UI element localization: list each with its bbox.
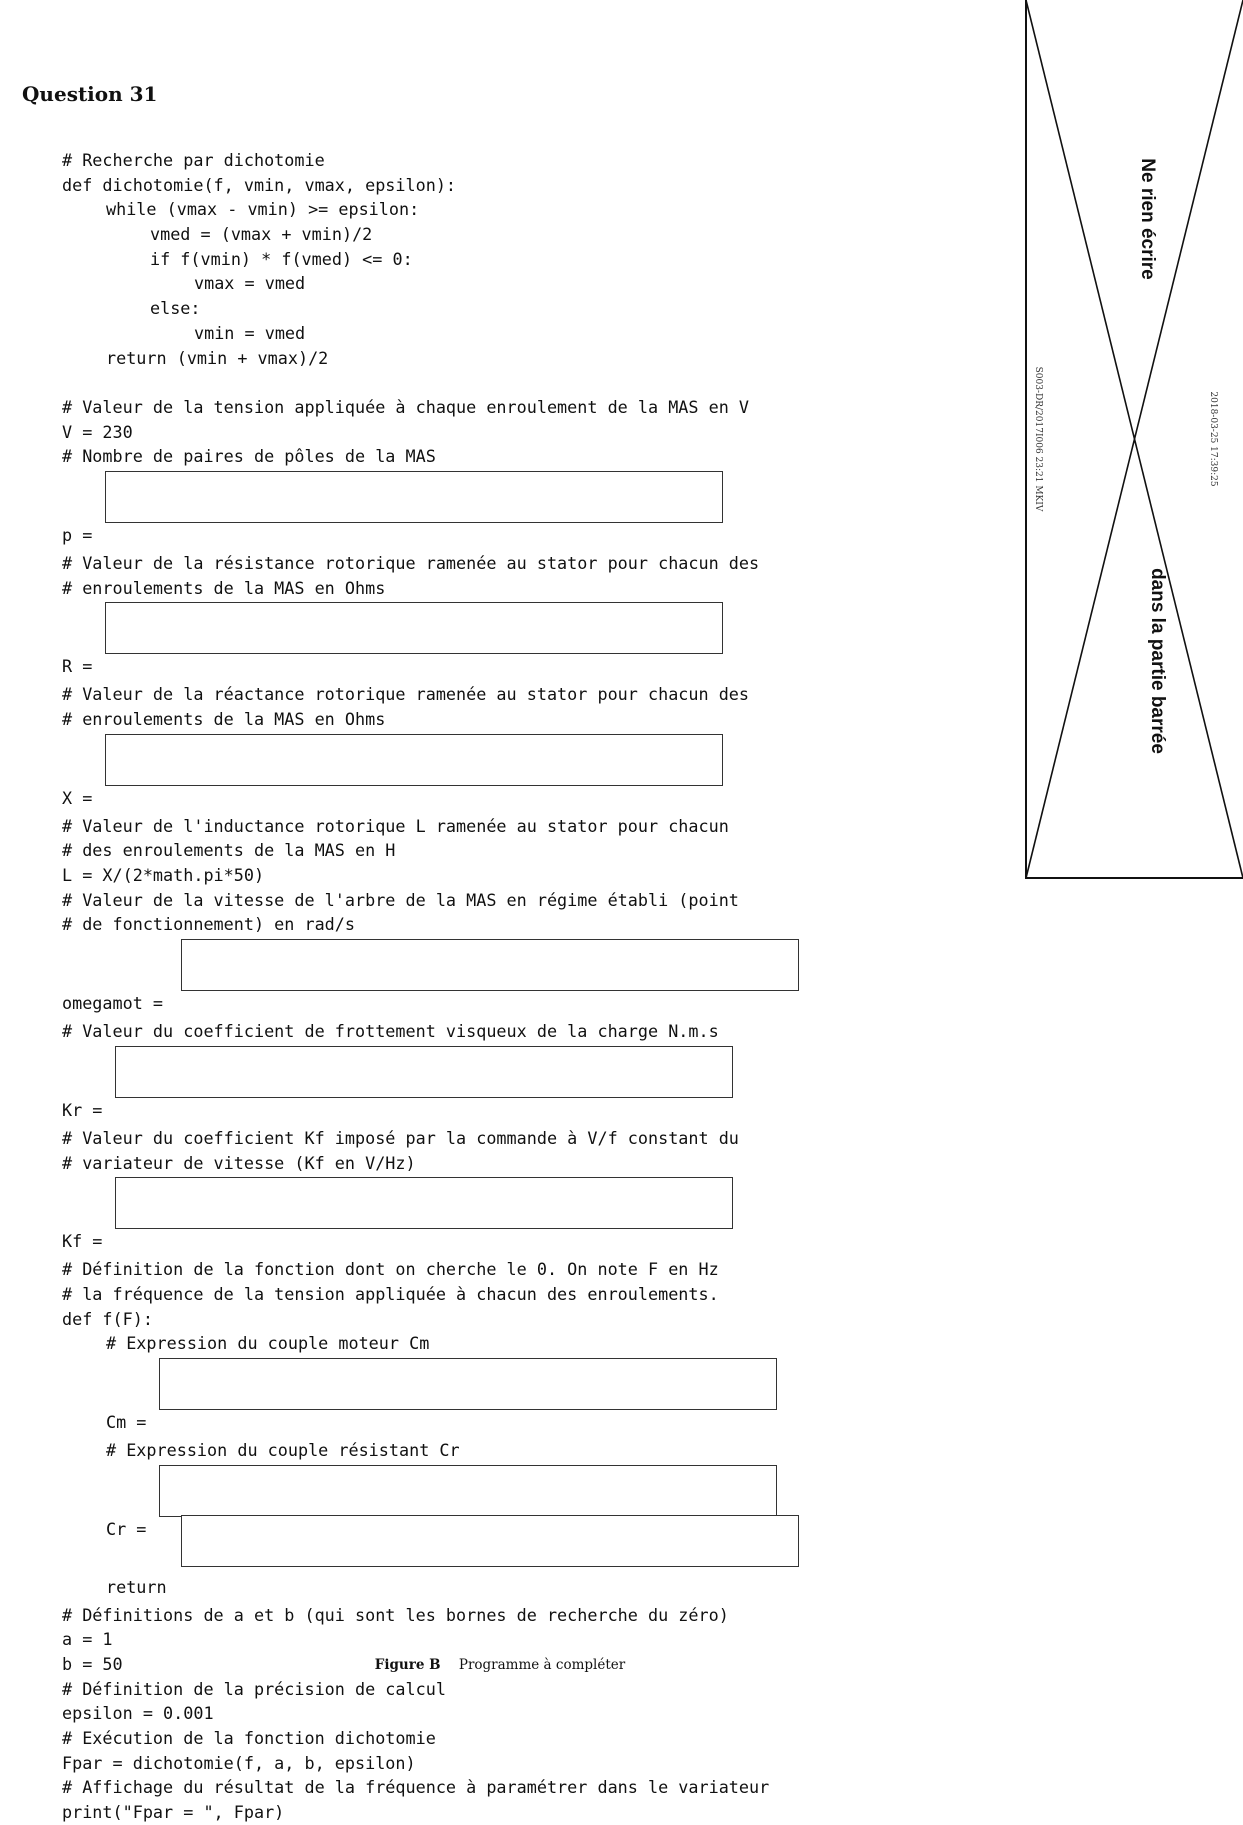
code-line: # Recherche par dichotomie [62, 150, 325, 170]
code-line: # Affichage du résultat de la fréquence à paramétrer dans le variateur [62, 1777, 770, 1798]
code-line: # Expression du couple moteur Cm [106, 1333, 430, 1354]
field-label-Kr: Kr = [62, 1099, 103, 1120]
code-line: # Valeur du coefficient Kf imposé par la commande à V/f constant du [62, 1127, 739, 1148]
code-listing [62, 148, 852, 1825]
no-write-label-bottom: dans la partie barrée [1147, 568, 1168, 754]
code-line: epsilon = 0.001 [62, 1703, 214, 1724]
no-write-zone [1025, 0, 1243, 880]
code-line: # Expression du couple résistant Cr [106, 1439, 460, 1460]
code-line: if f(vmin) * f(vmed) <= 0: [150, 248, 413, 269]
code-line: vmin = vmed [194, 322, 306, 343]
field-label-Cm: Cm = [106, 1411, 147, 1432]
code-line: # des enroulements de la MAS en H [62, 840, 396, 861]
code-line: # Valeur du coefficient de frottement visqueux de la charge N.m.s [62, 1021, 719, 1042]
code-line: def dichotomie(f, vmin, vmax, epsilon): [62, 174, 457, 195]
figure-caption [0, 1657, 1000, 1673]
code-line: Fpar = dichotomie(f, a, b, epsilon) [62, 1752, 416, 1773]
code-line: # Exécution de la fonction dichotomie [62, 1728, 436, 1749]
field-label-omegamot: omegamot = [62, 993, 164, 1014]
code-line: # Valeur de la réactance rotorique ramenée au stator pour chacun des [62, 684, 750, 705]
field-label-return: return [106, 1576, 167, 1597]
code-line: # Valeur de la résistance rotorique ramenée au stator pour chacun des [62, 552, 760, 573]
answer-box-Kf[interactable] [115, 1177, 733, 1229]
answer-row-Kr [62, 1044, 852, 1126]
answer-row-X [62, 732, 852, 814]
code-line: b = 50 [62, 1654, 123, 1674]
field-label-Kf: Kf = [62, 1231, 103, 1252]
code-line: # variateur de vitesse (Kf en V/Hz) [62, 1152, 416, 1173]
code-line: # de fonctionnement) en rad/s [62, 914, 355, 935]
code-line: # enroulements de la MAS en Ohms [62, 709, 386, 729]
answer-box-X[interactable] [105, 734, 723, 786]
answer-box-Cr[interactable] [159, 1465, 777, 1517]
code-line: V = 230 [62, 421, 133, 442]
code-line: # enroulements de la MAS en Ohms [62, 577, 386, 598]
field-label-p: p = [62, 524, 93, 545]
code-line: # Valeur de la tension appliquée à chaque enroulement de la MAS en V [62, 396, 750, 417]
answer-box-p[interactable] [105, 471, 723, 523]
answer-box-return[interactable] [181, 1515, 799, 1567]
answer-box-omegamot[interactable] [181, 939, 799, 991]
code-line: # la fréquence de la tension appliquée à chacun des enroulements. [62, 1283, 719, 1304]
no-write-label-top: Ne rien écrire [1137, 158, 1158, 280]
code-line: vmed = (vmax + vmin)/2 [150, 224, 373, 245]
answer-box-Cm[interactable] [159, 1358, 777, 1410]
code-line: # Valeur de l'inductance rotorique L ramenée au stator pour chacun [62, 815, 729, 836]
code-line: a = 1 [62, 1629, 113, 1650]
answer-row-omegamot [62, 937, 852, 1019]
code-line: print("Fpar = ", Fpar) [62, 1802, 285, 1823]
figure-number: Figure B [374, 1657, 441, 1673]
code-line: return (vmin + vmax)/2 [106, 347, 329, 368]
answer-row-return [62, 1545, 852, 1603]
code-line: vmax = vmed [194, 273, 306, 294]
code-line: while (vmax - vmin) >= epsilon: [106, 199, 420, 220]
answer-box-Kr[interactable] [115, 1046, 733, 1098]
figure-caption-text: Programme à compléter [458, 1657, 626, 1673]
code-line: else: [150, 298, 201, 319]
code-line: # Définition de la fonction dont on cherche le 0. On note F en Hz [62, 1259, 719, 1280]
field-label-R: R = [62, 656, 93, 677]
answer-row-R [62, 600, 852, 682]
code-line: # Nombre de paires de pôles de la MAS [62, 446, 436, 467]
blank-line [62, 370, 852, 395]
code-line: L = X/(2*math.pi*50) [62, 865, 265, 886]
answer-row-Cm [62, 1356, 852, 1438]
code-line: # Définitions de a et b (qui sont les bornes de recherche du zéro) [62, 1604, 729, 1625]
print-meta-right: 2018-03-25 17:39:25 [1208, 391, 1218, 487]
code-line: # Valeur de la vitesse de l'arbre de la MAS en régime établi (point [62, 889, 739, 910]
code-line: def f(F): [62, 1308, 153, 1329]
question-title: Question 31 [22, 82, 158, 106]
answer-box-R[interactable] [105, 602, 723, 654]
answer-row-p [62, 469, 852, 551]
answer-row-Kf [62, 1175, 852, 1257]
field-label-X: X = [62, 787, 93, 808]
field-label-Cr: Cr = [106, 1518, 147, 1539]
code-line: # Définition de la précision de calcul [62, 1678, 446, 1699]
print-meta-left: S003-DR/2017I006 23:21 MKIV [1033, 366, 1043, 512]
